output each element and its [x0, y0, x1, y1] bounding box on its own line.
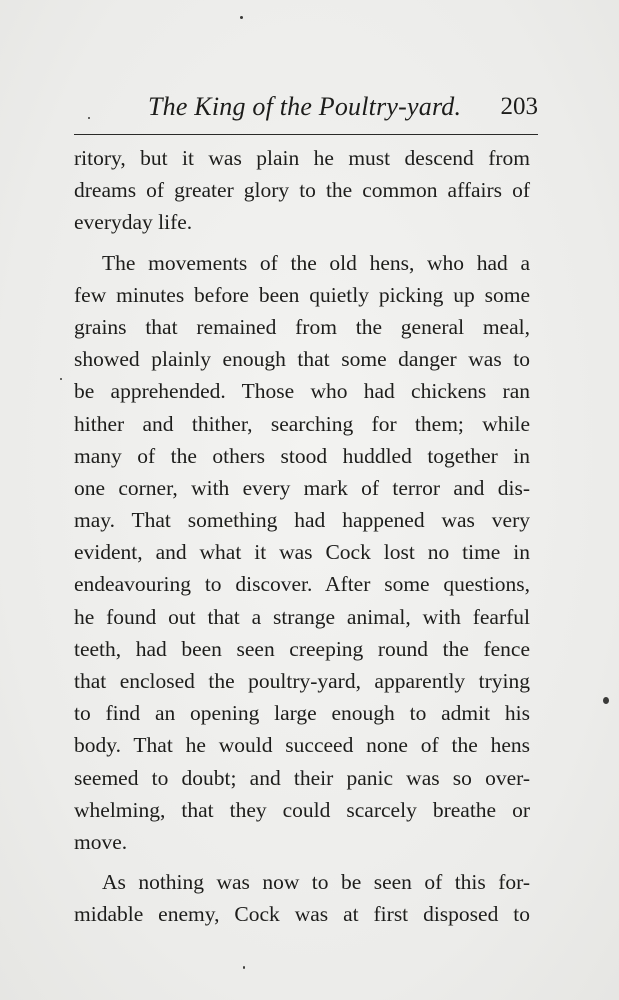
text-line: one corner, with every mark of terror and dis- — [74, 475, 530, 500]
text-line: few minutes before been quietly picking up some — [74, 282, 530, 307]
body-text — [74, 142, 530, 931]
text-line: may. That something had happened was very — [74, 508, 530, 533]
ink-speck — [60, 378, 62, 380]
paragraph-gap — [74, 239, 530, 247]
text-line: to find an opening large enough to admit his — [74, 701, 530, 726]
text-line: endeavouring to discover. After some questions, — [74, 572, 530, 597]
text-line: teeth, had been seen creeping round the fence — [74, 636, 530, 661]
text-line: As nothing was now to be seen of this for- — [102, 870, 530, 895]
text-line: many of the others stood huddled together in — [74, 443, 530, 468]
text-line: body. That he would succeed none of the hens — [74, 733, 530, 758]
text-line: move. — [74, 829, 128, 854]
page-header — [74, 92, 538, 128]
text-line: he found out that a strange animal, with fearful — [74, 604, 530, 629]
paragraph — [74, 247, 530, 859]
paragraph — [74, 866, 530, 930]
ink-speck — [240, 16, 243, 19]
text-line: midable enemy, Cock was at first disposed to — [74, 902, 530, 927]
text-line: hither and thither, searching for them; while — [74, 411, 530, 436]
ink-speck — [603, 697, 609, 704]
text-line: that enclosed the poultry-yard, apparently trying — [74, 669, 530, 693]
text-line: evident, and what it was Cock lost no time in — [74, 540, 530, 565]
page-number: 203 — [500, 93, 538, 120]
paragraph — [74, 142, 530, 239]
text-line: seemed to doubt; and their panic was so over- — [74, 765, 530, 790]
text-line: The movements of the old hens, who had a — [102, 250, 530, 275]
text-line: be apprehended. Those who had chickens ran — [74, 379, 530, 404]
header-rule — [74, 134, 538, 135]
text-line: whelming, that they could scarcely breathe or — [74, 797, 530, 822]
text-line: ritory, but it was plain he must descend from — [74, 146, 530, 170]
ink-speck — [243, 966, 245, 969]
text-line: grains that remained from the general meal, — [74, 314, 530, 339]
text-line: dreams of greater glory to the common affairs of — [74, 178, 530, 203]
ink-speck — [88, 117, 90, 119]
text-line: showed plainly enough that some danger was to — [74, 347, 530, 372]
text-line: everyday life. — [74, 210, 193, 235]
paragraph-gap — [74, 858, 530, 866]
running-title: The King of the Poultry-yard. — [148, 92, 462, 121]
